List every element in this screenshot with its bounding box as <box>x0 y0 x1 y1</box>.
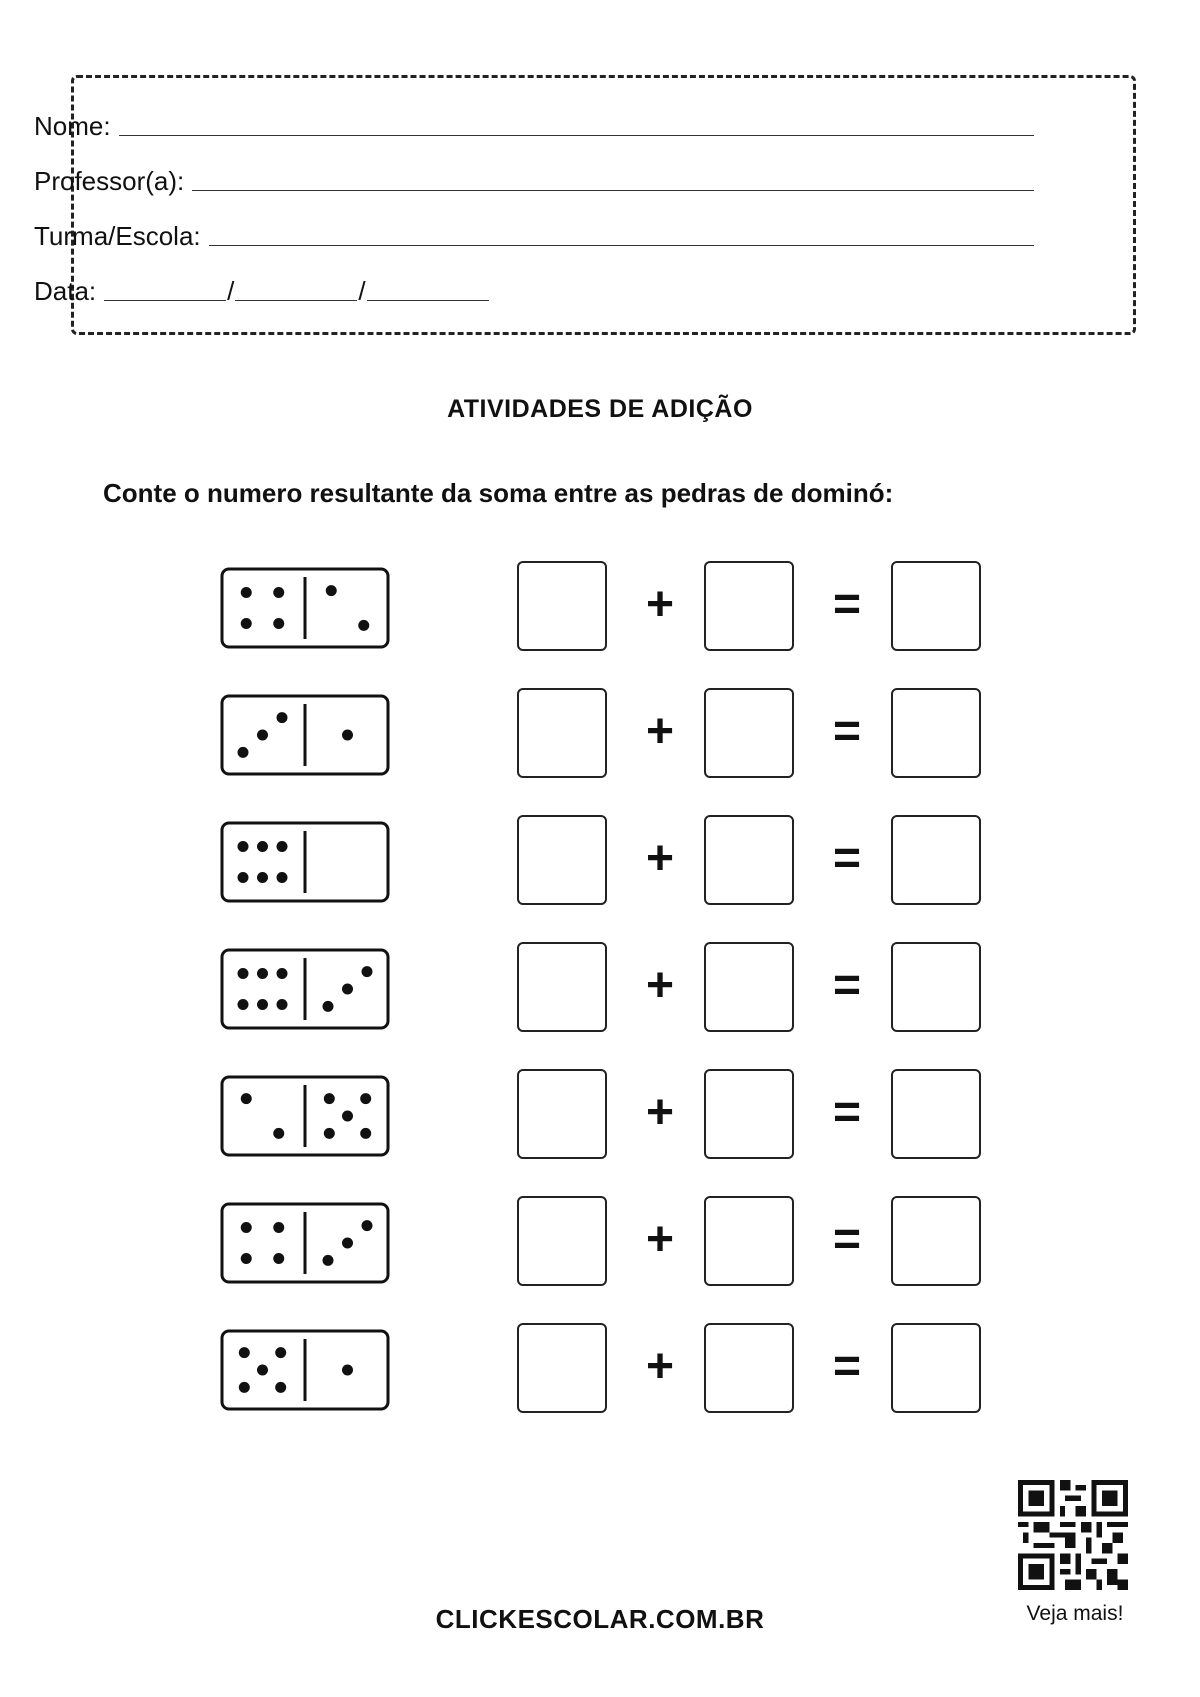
date-year-line[interactable] <box>367 300 489 301</box>
domino-pip <box>238 872 249 883</box>
second-addend-box[interactable] <box>704 1323 794 1413</box>
domino-pip <box>273 1253 284 1264</box>
domino-pip <box>273 618 284 629</box>
plus-sign: + <box>645 832 675 885</box>
domino-pip <box>275 1382 286 1393</box>
equals-sign: = <box>832 1340 862 1393</box>
domino-pip <box>324 1093 335 1104</box>
date-field <box>34 271 534 307</box>
domino-pip <box>257 999 268 1010</box>
plus-sign: + <box>645 705 675 758</box>
second-addend-box[interactable] <box>704 688 794 778</box>
domino-pip <box>277 968 288 979</box>
domino-pip <box>342 1238 353 1249</box>
domino-pip <box>273 1128 284 1139</box>
first-addend-box[interactable] <box>517 1323 607 1413</box>
domino-tile <box>220 1075 390 1157</box>
plus-sign: + <box>645 578 675 631</box>
domino-pip <box>238 968 249 979</box>
qr-caption: Veja mais! <box>1026 1602 1124 1625</box>
site-footer[interactable]: CLICKESCOLAR.COM.BR <box>435 1604 765 1634</box>
domino-pip <box>273 587 284 598</box>
first-addend-box[interactable] <box>517 815 607 905</box>
name-label: Nome: <box>34 111 111 141</box>
teacher-field <box>34 161 1034 197</box>
domino-tile <box>220 948 390 1030</box>
second-addend-box[interactable] <box>704 942 794 1032</box>
domino-pip <box>241 618 252 629</box>
domino-pip <box>277 872 288 883</box>
date-separator: / <box>227 276 235 306</box>
instruction-text: Conte o numero resultante da soma entre as pedras de dominó: <box>103 478 894 508</box>
class-line[interactable] <box>209 245 1034 246</box>
domino-pip <box>360 1093 371 1104</box>
domino-pip <box>257 730 268 741</box>
domino-pip <box>277 999 288 1010</box>
domino-right-half <box>342 1365 353 1376</box>
domino-pip <box>277 712 288 723</box>
page-title: ATIVIDADES DE ADIÇÃO <box>447 395 753 423</box>
plus-sign: + <box>645 1213 675 1266</box>
qr-code-icon[interactable] <box>1018 1480 1128 1590</box>
domino-pip <box>241 587 252 598</box>
date-label: Data: <box>34 276 97 306</box>
domino-pip <box>360 1128 371 1139</box>
sum-box[interactable] <box>891 1069 981 1159</box>
date-day-line[interactable] <box>104 300 226 301</box>
equals-sign: = <box>832 959 862 1012</box>
name-line[interactable] <box>119 135 1034 136</box>
domino-pip <box>342 1111 353 1122</box>
equals-sign: = <box>832 1213 862 1266</box>
domino-pip <box>275 1347 286 1358</box>
sum-box[interactable] <box>891 1323 981 1413</box>
first-addend-box[interactable] <box>517 1069 607 1159</box>
domino-pip <box>241 1253 252 1264</box>
second-addend-box[interactable] <box>704 1069 794 1159</box>
domino-tile <box>220 694 390 776</box>
domino-pip <box>239 1382 250 1393</box>
sum-box[interactable] <box>891 942 981 1032</box>
plus-sign: + <box>645 1340 675 1393</box>
domino-pip <box>273 1222 284 1233</box>
domino-pip <box>277 841 288 852</box>
domino-right-half <box>342 730 353 741</box>
domino-pip <box>239 1347 250 1358</box>
teacher-label: Professor(a): <box>34 166 185 196</box>
domino-tile <box>220 1329 390 1411</box>
class-label: Turma/Escola: <box>34 221 201 251</box>
sum-box[interactable] <box>891 561 981 651</box>
sum-box[interactable] <box>891 1196 981 1286</box>
first-addend-box[interactable] <box>517 942 607 1032</box>
second-addend-box[interactable] <box>704 561 794 651</box>
equals-sign: = <box>832 578 862 631</box>
domino-pip <box>241 1222 252 1233</box>
sum-box[interactable] <box>891 688 981 778</box>
equals-sign: = <box>832 1086 862 1139</box>
domino-pip <box>324 1128 335 1139</box>
date-separator: / <box>358 276 366 306</box>
plus-sign: + <box>645 959 675 1012</box>
domino-tile <box>220 821 390 903</box>
domino-pip <box>257 1365 268 1376</box>
equals-sign: = <box>832 832 862 885</box>
domino-pip <box>257 841 268 852</box>
first-addend-box[interactable] <box>517 561 607 651</box>
domino-pip <box>362 1220 373 1231</box>
second-addend-box[interactable] <box>704 815 794 905</box>
domino-pip <box>326 585 337 596</box>
first-addend-box[interactable] <box>517 1196 607 1286</box>
teacher-line[interactable] <box>192 190 1034 191</box>
first-addend-box[interactable] <box>517 688 607 778</box>
date-month-line[interactable] <box>235 300 357 301</box>
domino-pip <box>358 620 369 631</box>
domino-tile <box>220 1202 390 1284</box>
domino-pip <box>342 1365 353 1376</box>
domino-pip <box>323 1255 334 1266</box>
domino-pip <box>323 1001 334 1012</box>
domino-pip <box>238 841 249 852</box>
domino-pip <box>362 966 373 977</box>
class-field <box>34 216 1034 252</box>
domino-pip <box>342 984 353 995</box>
name-field <box>34 106 1034 142</box>
domino-pip <box>257 872 268 883</box>
domino-pip <box>238 747 249 758</box>
domino-pip <box>238 999 249 1010</box>
equals-sign: = <box>832 705 862 758</box>
domino-pip <box>342 730 353 741</box>
plus-sign: + <box>645 1086 675 1139</box>
domino-pip <box>241 1093 252 1104</box>
domino-pip <box>257 968 268 979</box>
domino-tile <box>220 567 390 649</box>
second-addend-box[interactable] <box>704 1196 794 1286</box>
sum-box[interactable] <box>891 815 981 905</box>
